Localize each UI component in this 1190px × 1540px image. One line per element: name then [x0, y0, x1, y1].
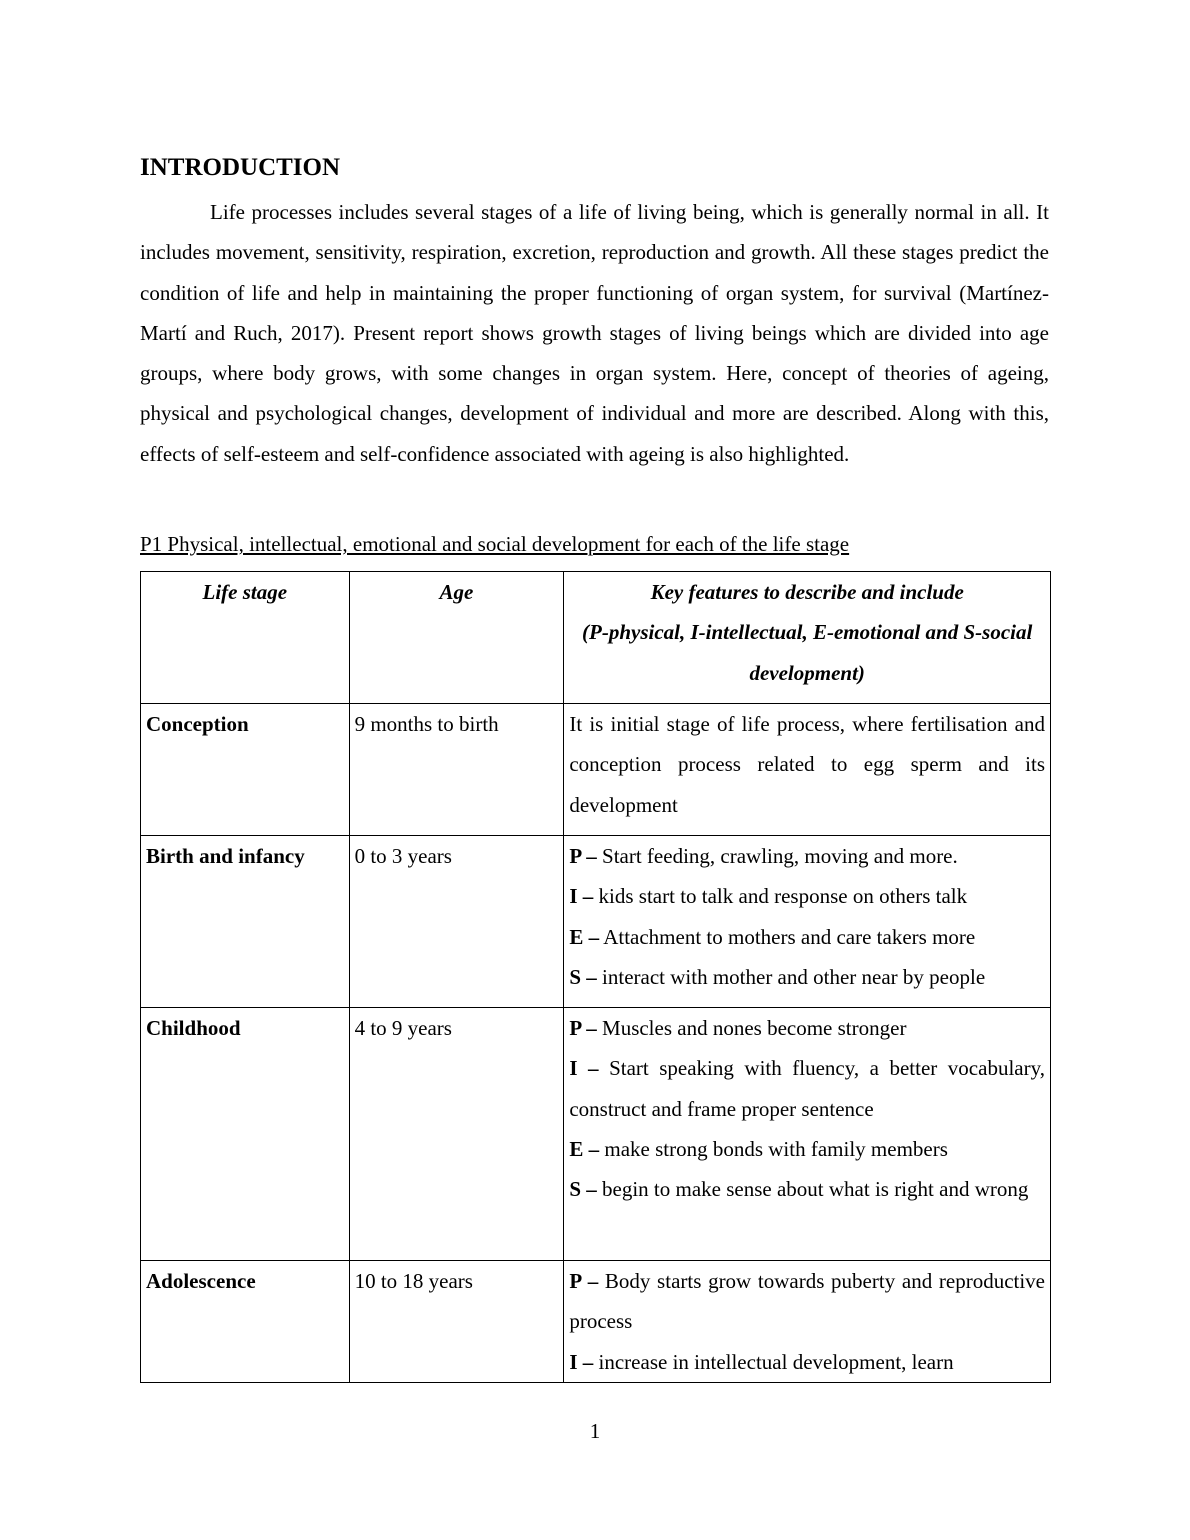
feature-key: E – — [569, 1137, 600, 1162]
feature-emotional — [569, 917, 1045, 957]
feature-key: E – — [569, 924, 600, 949]
header-features-line2: (P-physical, I-intellectual, E-emotional and S-social development) — [582, 620, 1033, 685]
feature-text: Muscles and nones become stronger — [596, 1016, 907, 1041]
feature-intellectual — [569, 1342, 1045, 1382]
feature-text: kids start to talk and response on others talk — [593, 884, 968, 909]
page-heading: INTRODUCTION — [140, 154, 341, 181]
feature-text: interact with mother and other near by people — [596, 964, 986, 989]
stage-name: Conception — [141, 704, 350, 836]
feature-physical — [569, 836, 1045, 876]
feature-key: I – — [569, 1349, 594, 1374]
feature-text: make strong bonds with family members — [599, 1137, 948, 1162]
feature-text: Attachment to mothers and care takers more — [599, 924, 976, 949]
header-age: Age — [349, 572, 564, 704]
table-row — [141, 1008, 1051, 1261]
feature-key: P – — [569, 844, 597, 868]
feature-physical — [569, 1261, 1045, 1342]
feature-key: P – — [569, 1016, 597, 1041]
feature-text: increase in intellectual development, learn — [593, 1349, 954, 1374]
table-row — [141, 836, 1051, 1008]
stage-features — [564, 836, 1051, 1008]
feature-emotional — [569, 1129, 1045, 1169]
table-row — [141, 704, 1051, 836]
intro-paragraph: Life processes includes several stages of a life of living being, which is generally normal in all. It includes movement, sensitivity, respiration, excretion, reproduction and growth. All these stages predict the condition of life and help in maintaining the proper functioning of organ system, for survival (Martínez-Martí and Ruch, 2017). Present report shows growth stages of living beings which are divided into age groups, where body grows, with some changes in organ system. Here, concept of theories of ageing, physical and psychological changes, development of individual and more are described. Along with this, effects of self-esteem and self-confidence associated with ageing is also highlighted. — [140, 200, 1049, 466]
stage-name: Birth and infancy — [141, 836, 350, 1008]
header-life-stage: Life stage — [141, 572, 350, 704]
life-stages-table — [140, 571, 1051, 1383]
stage-age: 9 months to birth — [349, 704, 564, 836]
stage-name: Adolescence — [141, 1261, 350, 1383]
table-header-row — [141, 572, 1051, 704]
header-key-features — [564, 572, 1051, 704]
stage-name: Childhood — [141, 1008, 350, 1261]
stage-age: 10 to 18 years — [349, 1261, 564, 1383]
feature-physical — [569, 1008, 1045, 1048]
stage-age: 0 to 3 years — [349, 836, 564, 1008]
stage-age: 4 to 9 years — [349, 1008, 564, 1261]
feature-social — [569, 1169, 1045, 1209]
feature-text: Body starts grow towards puberty and reproductive process — [569, 1269, 1045, 1334]
stage-features — [564, 1261, 1051, 1383]
feature-key: I – — [569, 884, 594, 909]
section-title: P1 Physical, intellectual, emotional and social development for each of the life stage — [140, 532, 850, 556]
feature-key: I – — [569, 1056, 599, 1081]
stage-description: It is initial stage of life process, where fertilisation and conception process related to egg sperm and its development — [564, 704, 1051, 836]
feature-intellectual — [569, 1048, 1045, 1129]
header-features-line1: Key features to describe and include — [650, 580, 964, 604]
feature-key: S – — [569, 1177, 597, 1202]
stage-features — [564, 1008, 1051, 1261]
feature-key: P – — [569, 1269, 599, 1294]
feature-text: Start speaking with fluency, a better vocabulary, construct and frame proper sentence — [569, 1056, 1045, 1121]
feature-key: S – — [569, 964, 597, 989]
feature-intellectual — [569, 876, 1045, 916]
table-row — [141, 1261, 1051, 1383]
feature-text: Start feeding, crawling, moving and more. — [596, 844, 958, 868]
page-number: 1 — [589, 1419, 601, 1443]
feature-text: begin to make sense about what is right and wrong — [596, 1177, 1029, 1202]
feature-social — [569, 957, 1045, 997]
